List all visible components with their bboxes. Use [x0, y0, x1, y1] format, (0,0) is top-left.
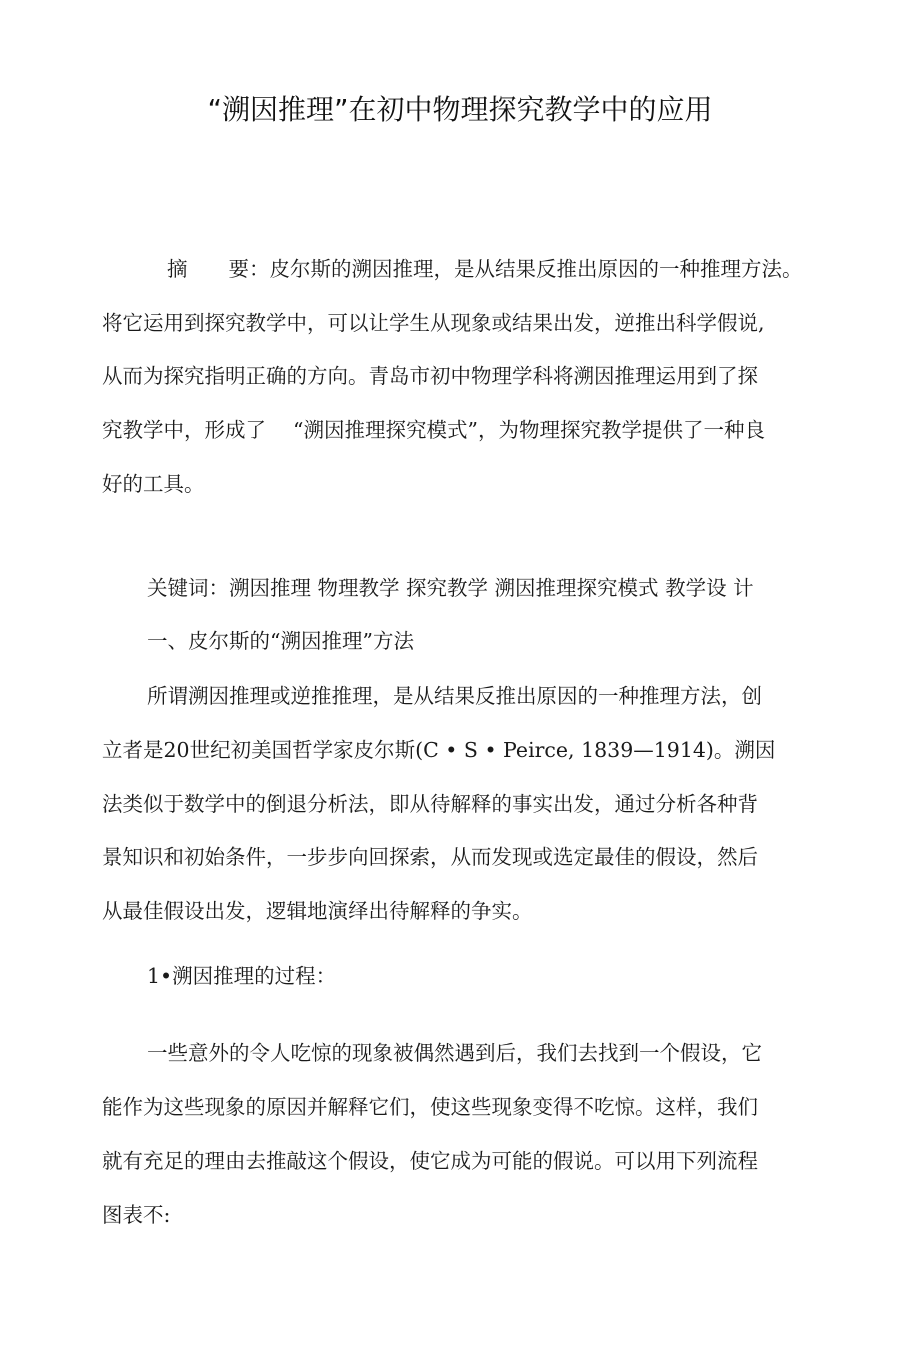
- paragraph-line: 法类似于数学中的倒退分析法，即从待解释的事实出发，通过分析各种背: [102, 792, 758, 816]
- abstract-line: 究教学中，形成了 “溯因推理探究模式”，为物理探究教学提供了一种良: [102, 418, 765, 442]
- paragraph-line: 就有充足的理由去推敲这个假设，使它成为可能的假说。可以用下列流程: [102, 1149, 758, 1173]
- keywords-line: 关键词：溯因推理 物理教学 探究教学 溯因推理探究模式 教学设 计: [147, 576, 754, 600]
- paragraph-line: 从最佳假设出发，逻辑地演绎出待解释的争实。: [102, 899, 533, 923]
- abstract-line: 将它运用到探究教学中，可以让学生从现象或结果出发，逆推出科学假说,: [102, 311, 765, 335]
- paragraph-line: 立者是20世纪初美国哲学家皮尔斯(C • S • Peirce, 1839—1914)。溯因: [102, 738, 776, 762]
- paragraph-line: 一些意外的令人吃惊的现象被偶然遇到后，我们去找到一个假设，它: [147, 1041, 762, 1065]
- section-heading: 一、皮尔斯的“溯因推理”方法: [147, 629, 414, 653]
- abstract-line: 皮尔斯的溯因推理，是从结果反推出原因的一种推理方法。: [269, 257, 803, 281]
- abstract-first-line: [167, 257, 803, 281]
- paragraph-line: 所谓溯因推理或逆推推理，是从结果反推出原因的一种推理方法，创: [147, 684, 762, 708]
- document-title: “溯因推理”在初中物理探究教学中的应用: [207, 93, 713, 126]
- paragraph-line: 景知识和初始条件，一步步向回探索，从而发现或选定最佳的假设，然后: [102, 845, 758, 869]
- paragraph-line: 图表不:: [102, 1203, 171, 1227]
- paragraph-line: 能作为这些现象的原因并解释它们，使这些现象变得不吃惊。这样，我们: [102, 1095, 758, 1119]
- subheading: 1•溯因推理的过程：: [147, 964, 337, 988]
- abstract-label: 摘 要：: [167, 257, 270, 281]
- abstract-line: 从而为探究指明正确的方向。青岛市初中物理学科将溯因推理运用到了探: [102, 364, 758, 388]
- abstract-line: 好的工具。: [102, 472, 205, 496]
